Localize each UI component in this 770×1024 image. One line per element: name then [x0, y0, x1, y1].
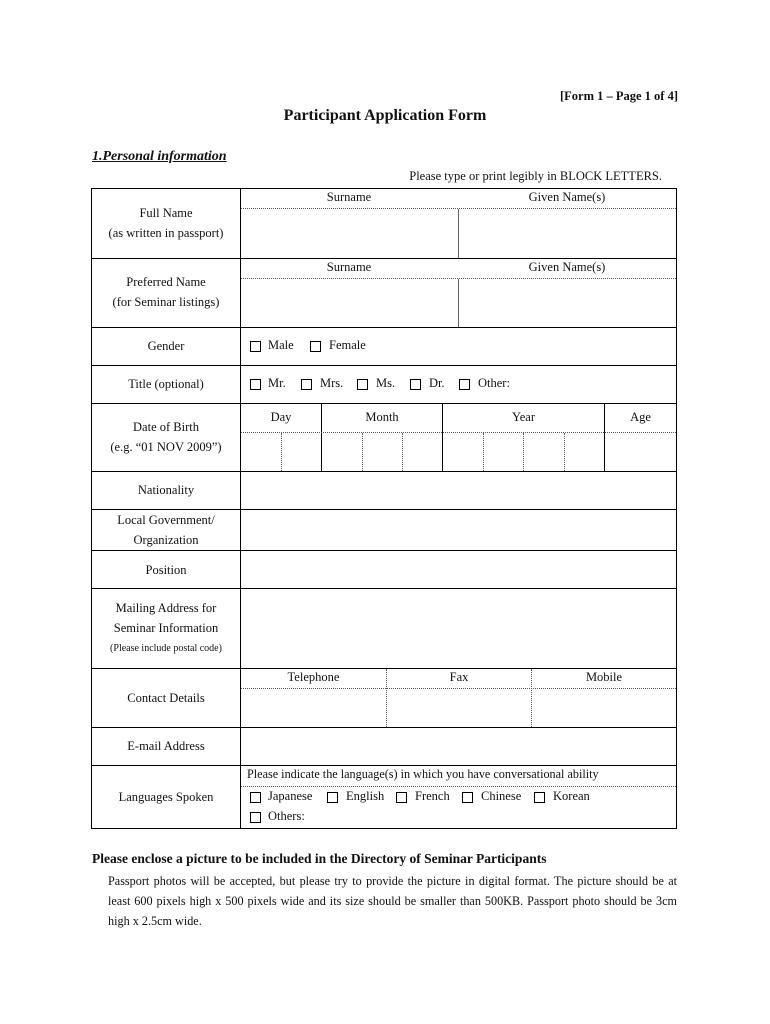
title-other-label: Other: — [478, 376, 510, 390]
gender-female-checkbox[interactable] — [310, 341, 321, 352]
picture-instructions: Passport photos will be accepted, but please try to provide the picture in digital format. The picture should be at least 600 pixels high x 500 pixels wide and its size should be smaller than 500KB. Passport photo should be 3cm high x 2.5cm wide. — [108, 874, 677, 928]
postal-code-note: (Please include postal code) — [110, 643, 222, 654]
language-french-checkbox[interactable] — [396, 792, 407, 803]
nationality-label: Nationality — [137, 483, 195, 497]
age-field[interactable] — [605, 434, 676, 470]
language-japanese-label: Japanese — [268, 789, 313, 803]
language-japanese-checkbox[interactable] — [250, 792, 261, 803]
position-label: Position — [145, 563, 187, 577]
position-field[interactable] — [241, 551, 676, 588]
dob-day-field[interactable] — [241, 434, 321, 470]
mobile-header: Mobile — [585, 670, 623, 684]
title-mrs-label: Mrs. — [320, 376, 344, 390]
languages-label: Languages Spoken — [118, 790, 214, 804]
full-name-given-field[interactable] — [459, 210, 675, 257]
preferred-name-surname-field[interactable] — [241, 280, 457, 326]
form-title: Participant Application Form — [283, 107, 487, 124]
fax-field[interactable] — [387, 690, 530, 726]
dob-label: Date of Birth — [133, 420, 199, 434]
language-others-label: Others: — [268, 809, 305, 823]
dob-year-header: Year — [511, 410, 536, 424]
contact-details-label: Contact Details — [127, 691, 205, 705]
full-name-given-header: Given Name(s) — [528, 190, 606, 204]
mailing-address-sublabel: Seminar Information — [113, 621, 219, 635]
form-page-reference: [Form 1 – Page 1 of 4] — [559, 89, 678, 103]
title-dr-label: Dr. — [429, 376, 445, 390]
email-label: E-mail Address — [127, 739, 205, 753]
language-chinese-label: Chinese — [481, 789, 522, 803]
languages-instruction: Please indicate the language(s) in which you have conversational ability — [247, 767, 599, 781]
fax-header: Fax — [449, 670, 469, 684]
picture-heading: Please enclose a picture to be included in the Directory of Seminar Participants — [92, 851, 547, 866]
age-header: Age — [630, 410, 651, 424]
mailing-address-field[interactable] — [241, 589, 676, 668]
dob-day-header: Day — [270, 410, 292, 424]
title-other-checkbox[interactable] — [459, 379, 470, 390]
organization-label: Local Government/ — [117, 513, 215, 527]
language-korean-label: Korean — [553, 789, 590, 803]
preferred-name-sublabel: (for Seminar listings) — [112, 295, 220, 309]
dob-year-field[interactable] — [443, 434, 604, 470]
dob-month-header: Month — [365, 410, 399, 424]
full-name-surname-field[interactable] — [241, 210, 457, 257]
language-chinese-checkbox[interactable] — [462, 792, 473, 803]
language-english-label: English — [346, 789, 385, 803]
language-english-checkbox[interactable] — [327, 792, 338, 803]
title-label: Title (optional) — [128, 377, 204, 391]
organization-field[interactable] — [241, 510, 676, 550]
telephone-field[interactable] — [241, 690, 385, 726]
gender-male-label: Male — [268, 338, 294, 352]
gender-male-checkbox[interactable] — [250, 341, 261, 352]
organization-sublabel: Organization — [133, 533, 199, 547]
full-name-surname-header: Surname — [326, 190, 372, 204]
dob-month-field[interactable] — [322, 434, 442, 470]
gender-label: Gender — [147, 339, 185, 353]
telephone-header: Telephone — [287, 670, 340, 684]
block-letters-instruction: Please type or print legibly in BLOCK LETTERS. — [409, 169, 662, 183]
gender-female-label: Female — [329, 338, 366, 352]
title-ms-checkbox[interactable] — [357, 379, 368, 390]
email-field[interactable] — [241, 728, 676, 765]
title-dr-checkbox[interactable] — [410, 379, 421, 390]
title-ms-label: Ms. — [376, 376, 396, 390]
language-french-label: French — [415, 789, 450, 803]
section-heading: 1.Personal information — [92, 149, 227, 164]
language-korean-checkbox[interactable] — [534, 792, 545, 803]
mailing-address-label: Mailing Address for — [115, 601, 217, 615]
title-mr-checkbox[interactable] — [250, 379, 261, 390]
full-name-label: Full Name — [139, 206, 193, 220]
mobile-field[interactable] — [532, 690, 675, 726]
language-others-checkbox[interactable] — [250, 812, 261, 823]
title-mr-label: Mr. — [268, 376, 286, 390]
nationality-field[interactable] — [241, 472, 676, 509]
dob-example: (e.g. “01 NOV 2009”) — [110, 440, 222, 454]
title-mrs-checkbox[interactable] — [301, 379, 312, 390]
preferred-name-label: Preferred Name — [126, 275, 206, 289]
full-name-sublabel: (as written in passport) — [108, 226, 224, 240]
preferred-name-given-header: Given Name(s) — [528, 260, 606, 274]
preferred-name-given-field[interactable] — [459, 280, 675, 326]
preferred-name-surname-header: Surname — [326, 260, 372, 274]
